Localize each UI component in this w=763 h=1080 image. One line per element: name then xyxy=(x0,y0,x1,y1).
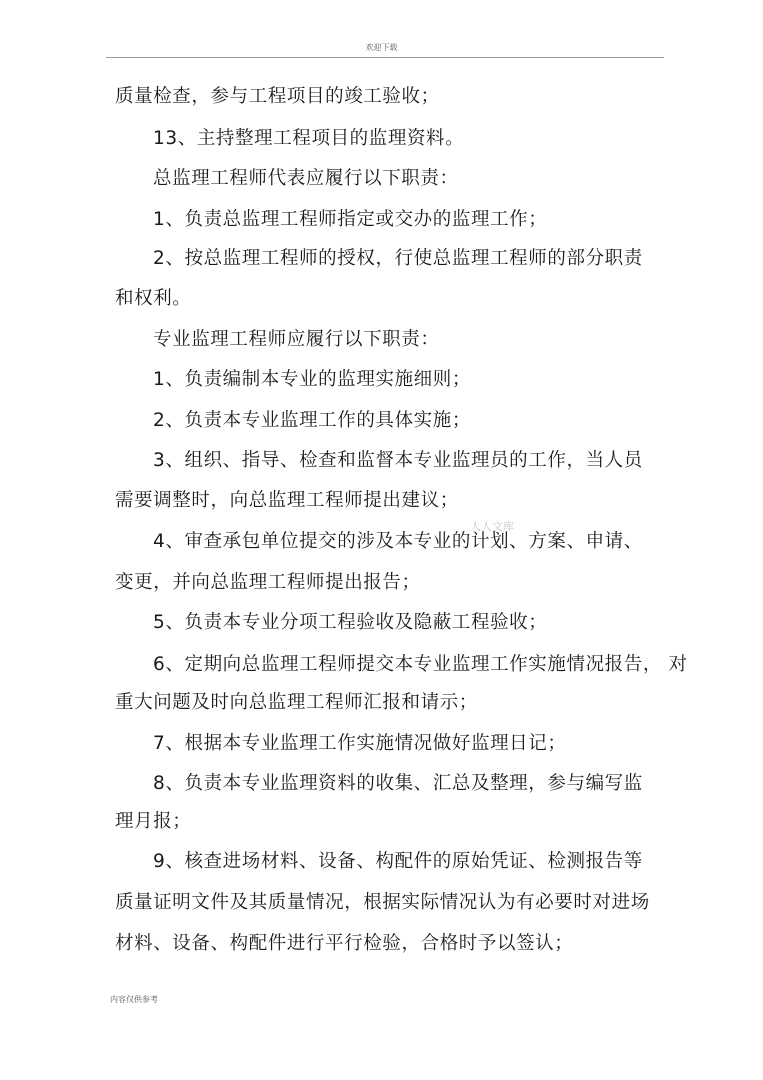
watermark-text: 人人文库 xyxy=(470,520,514,533)
text-line: 总监理工程师代表应履行以下职责： xyxy=(153,168,459,189)
text-line: 和权利。 xyxy=(115,288,192,309)
text-line: 需要调整时，向总监理工程师提出建议； xyxy=(115,490,459,511)
text-line: 专业监理工程师应履行以下职责： xyxy=(153,329,440,350)
text-line: 理月报； xyxy=(115,811,192,832)
text-line: 4、审查承包单位提交的涉及本专业的计划、方案、申请、 xyxy=(153,531,643,552)
text-line: 1、负责编制本专业的监理实施细则； xyxy=(153,369,471,390)
text-line: 材料、设备、构配件进行平行检验，合格时予以签认； xyxy=(115,933,574,954)
text-line: 重大问题及时向总监理工程师汇报和请示； xyxy=(115,692,478,713)
text-line: 9、核查进场材料、设备、构配件的原始凭证、检测报告等 xyxy=(153,851,643,872)
text-line: 5、负责本专业分项工程验收及隐蔽工程验收； xyxy=(153,612,548,633)
text-line: 质量检查，参与工程项目的竣工验收； xyxy=(115,86,440,107)
text-line: 3、组织、指导、检查和监督本专业监理员的工作，当人员 xyxy=(153,450,643,471)
page-footer: 内容仅供参考 xyxy=(110,995,158,1004)
text-line: 7、根据本专业监理工作实施情况做好监理日记； xyxy=(153,733,567,754)
header-divider xyxy=(106,57,664,58)
text-line: 质量证明文件及其质量情况，根据实际情况认为有必要时对进场 xyxy=(115,892,650,913)
text-line: 2、负责本专业监理工作的具体实施； xyxy=(153,410,471,431)
text-line: 8、负责本专业监理资料的收集、汇总及整理，参与编写监 xyxy=(153,773,643,794)
text-line: 6、定期向总监理工程师提交本专业监理工作实施情况报告， 对 xyxy=(153,654,688,675)
text-line: 2、按总监理工程师的授权，行使总监理工程师的部分职责 xyxy=(153,248,643,269)
text-line: 13、主持整理工程项目的监理资料。 xyxy=(153,128,465,149)
text-line: 变更，并向总监理工程师提出报告； xyxy=(115,572,421,593)
text-line: 1、负责总监理工程师指定或交办的监理工作； xyxy=(153,209,548,230)
watermark-logo xyxy=(462,522,522,552)
page-header: 欢迎下载 xyxy=(365,43,398,52)
